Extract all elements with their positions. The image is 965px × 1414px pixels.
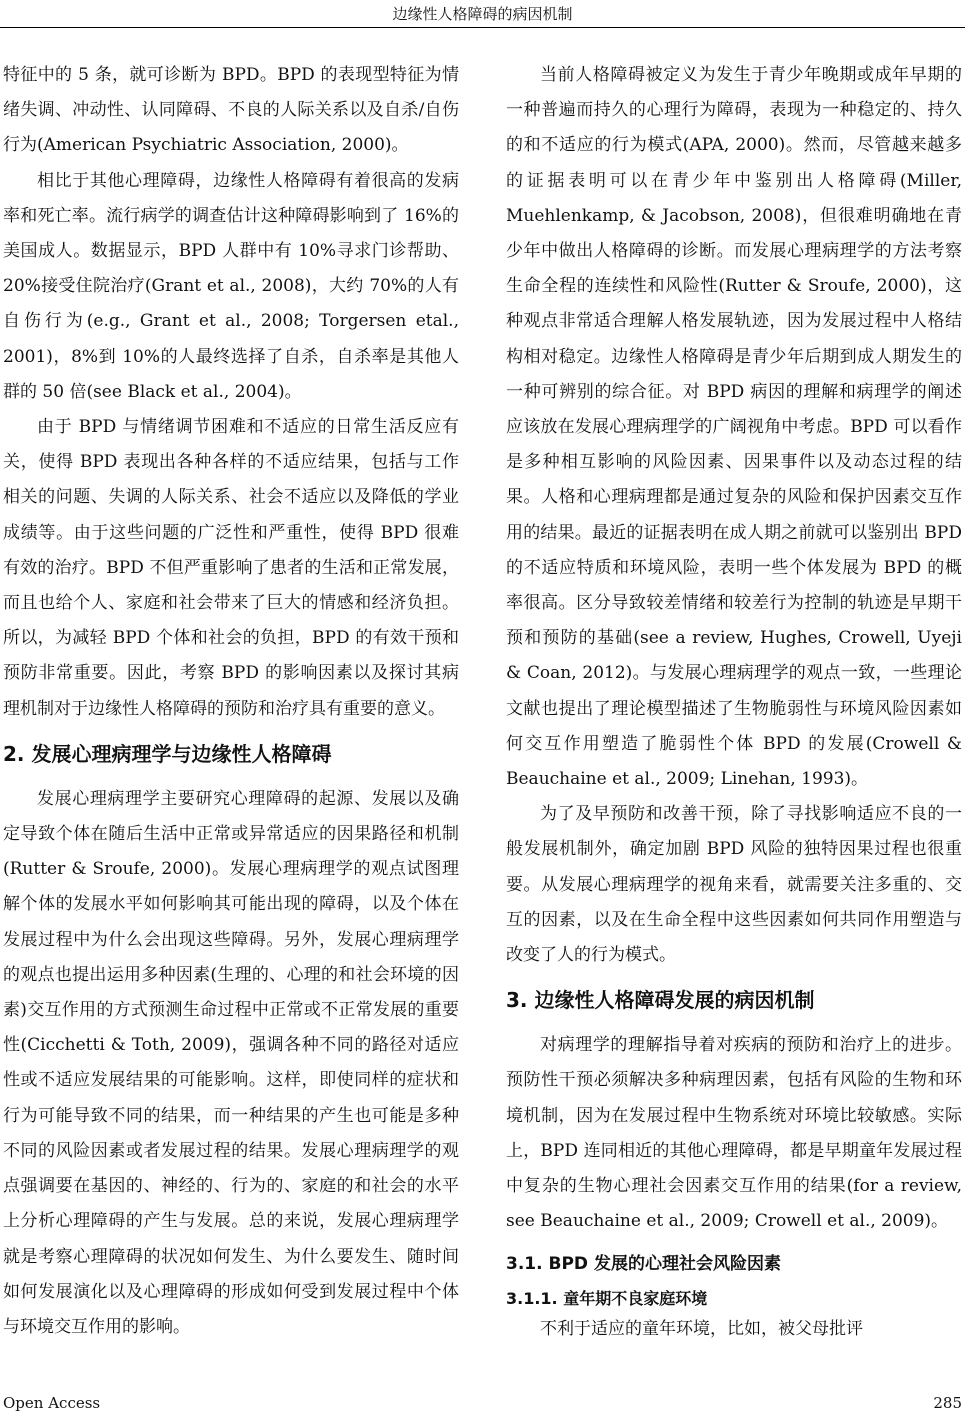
left-paragraph-4: 发展心理病理学主要研究心理障碍的起源、发展以及确定导致个体在随后生活中正常或异常适应的因果路径和机制(Rutter & Sroufe, 2000)。发展心理病理学的观点试图理解个体的发展水平如何影响其可能出现的障碍，以及个体在发展过程中为什么会出现这些障碍。另外，发展心理病理学的观点也提出运用多种因素(生理的、心理的和社会环境的因素)交互作用的方式预测生命过程中正常或不正常发展的重要性(Cicchetti & Toth, 2009)，强调各种不同的路径对适应性或不适应发展结果的可能影响。这样，即使同样的症状和行为可能导致不同的结果，而一种结果的产生也可能是多种不同的风险因素或者发展过程的结果。发展心理病理学的观点强调要在基因的、神经的、行为的、家庭的和社会的水平上分析心理障碍的产生与发展。总的来说，发展心理病理学就是考察心理障碍的状况如何发生、为什么要发生、随时间如何发展演化以及心理障碍的形成如何受到发展过程中个体与环境交互作用的影响。 (3, 788, 459, 1337)
running-header: 边缘性人格障碍的病因机制 (392, 5, 573, 23)
left-paragraph-1: 特征中的 5 条，就可诊断为 BPD。BPD 的表现型特征为情绪失调、冲动性、认同障碍、不良的人际关系以及自杀/自伤行为(American Psychiatric Association, 2000)。 (3, 65, 459, 156)
subsection-heading-3-1: 3.1. BPD 发展的心理社会风险因素 (506, 1253, 781, 1274)
left-column (3, 58, 459, 1345)
footer-open-access: Open Access (3, 1394, 101, 1412)
page-number: 285 (933, 1394, 962, 1412)
header-rule (0, 27, 965, 28)
right-column (506, 58, 962, 1347)
subsubsection-heading-3-1-1: 3.1.1. 童年期不良家庭环境 (506, 1288, 708, 1308)
right-paragraph-1: 当前人格障碍被定义为发生于青少年晚期或成年早期的一种普遍而持久的心理行为障碍，表现为一种稳定的、持久的和不适应的行为模式(APA, 2000)。然而，尽管越来越多的证据表明可以在青少年中鉴别出人格障碍(Miller, Muehlenkamp, & Jacobson, 2008)，但很难明确地在青少年中做出人格障碍的诊断。而发展心理病理学的方法考察生命全程的连续性和风险性(Rutter & Sroufe, 2000)，这种观点非常适合理解人格发展轨迹，因为发展过程中人格结构相对稳定。边缘性人格障碍是青少年后期到成人期发生的一种可辨别的综合征。对 BPD 病因的理解和病理学的阐述应该放在发展心理病理学的广阔视角中考虑。BPD 可以看作是多种相互影响的风险因素、因果事件以及动态过程的结果。人格和心理病理都是通过复杂的风险和保护因素交互作用的结果。最近的证据表明在成人期之前就可以鉴别出 BPD 的不适应特质和环境风险，表明一些个体发展为 BPD 的概率很高。区分导致较差情绪和较差行为控制的轨迹是早期干预和预防的基础(see a review, Hughes, Crowell, Uyeji & Coan, 2012)。与发展心理病理学的观点一致，一些理论文献也提出了理论模型描述了生物脆弱性与环境风险因素如何交互作用塑造了脆弱性个体 BPD 的发展(Crowell & Beauchaine et al., 2009; Linehan, 1993)。 (506, 65, 962, 790)
left-paragraph-3: 由于 BPD 与情绪调节困难和不适应的日常生活反应有关，使得 BPD 表现出各种各样的不适应结果，包括与工作相关的问题、失调的人际关系、社会不适应以及降低的学业成绩等。由于这些问题的广泛性和严重性，使得 BPD 很难有效的治疗。BPD 不但严重影响了患者的生活和正常发展，而且也给个人、家庭和社会带来了巨大的情感和经济负担。所以，为减轻 BPD 个体和社会的负担，BPD 的有效干预和预防非常重要。因此，考察 BPD 的影响因素以及探讨其病理机制对于边缘性人格障碍的预防和治疗具有重要的意义。 (3, 417, 459, 719)
right-paragraph-4: 不利于适应的童年环境，比如，被父母批评 (540, 1318, 863, 1339)
right-paragraph-3: 对病理学的理解指导着对疾病的预防和治疗上的进步。预防性干预必须解决多种病理因素，包括有风险的生物和环境机制，因为在发展过程中生物系统对环境比较敏感。实际上，BPD 连同相近的其他心理障碍，都是早期童年发展过程中复杂的生物心理社会因素交互作用的结果(for a review, see Beauchaine et al., 2009; Crowell et al., 2009)。 (506, 1035, 962, 1232)
section-heading-2: 2. 发展心理病理学与边缘性人格障碍 (3, 741, 332, 766)
right-paragraph-2: 为了及早预防和改善干预，除了寻找影响适应不良的一般发展机制外，确定加剧 BPD 风险的独特因果过程也很重要。从发展心理病理学的视角来看，就需要关注多重的、交互的因素，以及在生命全程中这些因素如何共同作用塑造与改变了人的行为模式。 (506, 804, 962, 966)
left-paragraph-2: 相比于其他心理障碍，边缘性人格障碍有着很高的发病率和死亡率。流行病学的调查估计这种障碍影响到了 16%的美国成人。数据显示，BPD 人群中有 10%寻求门诊帮助、20%接受住院治疗(Grant et al., 2008)，大约 70%的人有自伤行为(e.g., Grant et al., 2008; Torgersen etal., 2001)，8%到 10%的人最终选择了自杀，自杀率是其他人群的 50 倍(see Black et al., 2004)。 (3, 170, 459, 402)
section-heading-3: 3. 边缘性人格障碍发展的病因机制 (506, 988, 815, 1013)
